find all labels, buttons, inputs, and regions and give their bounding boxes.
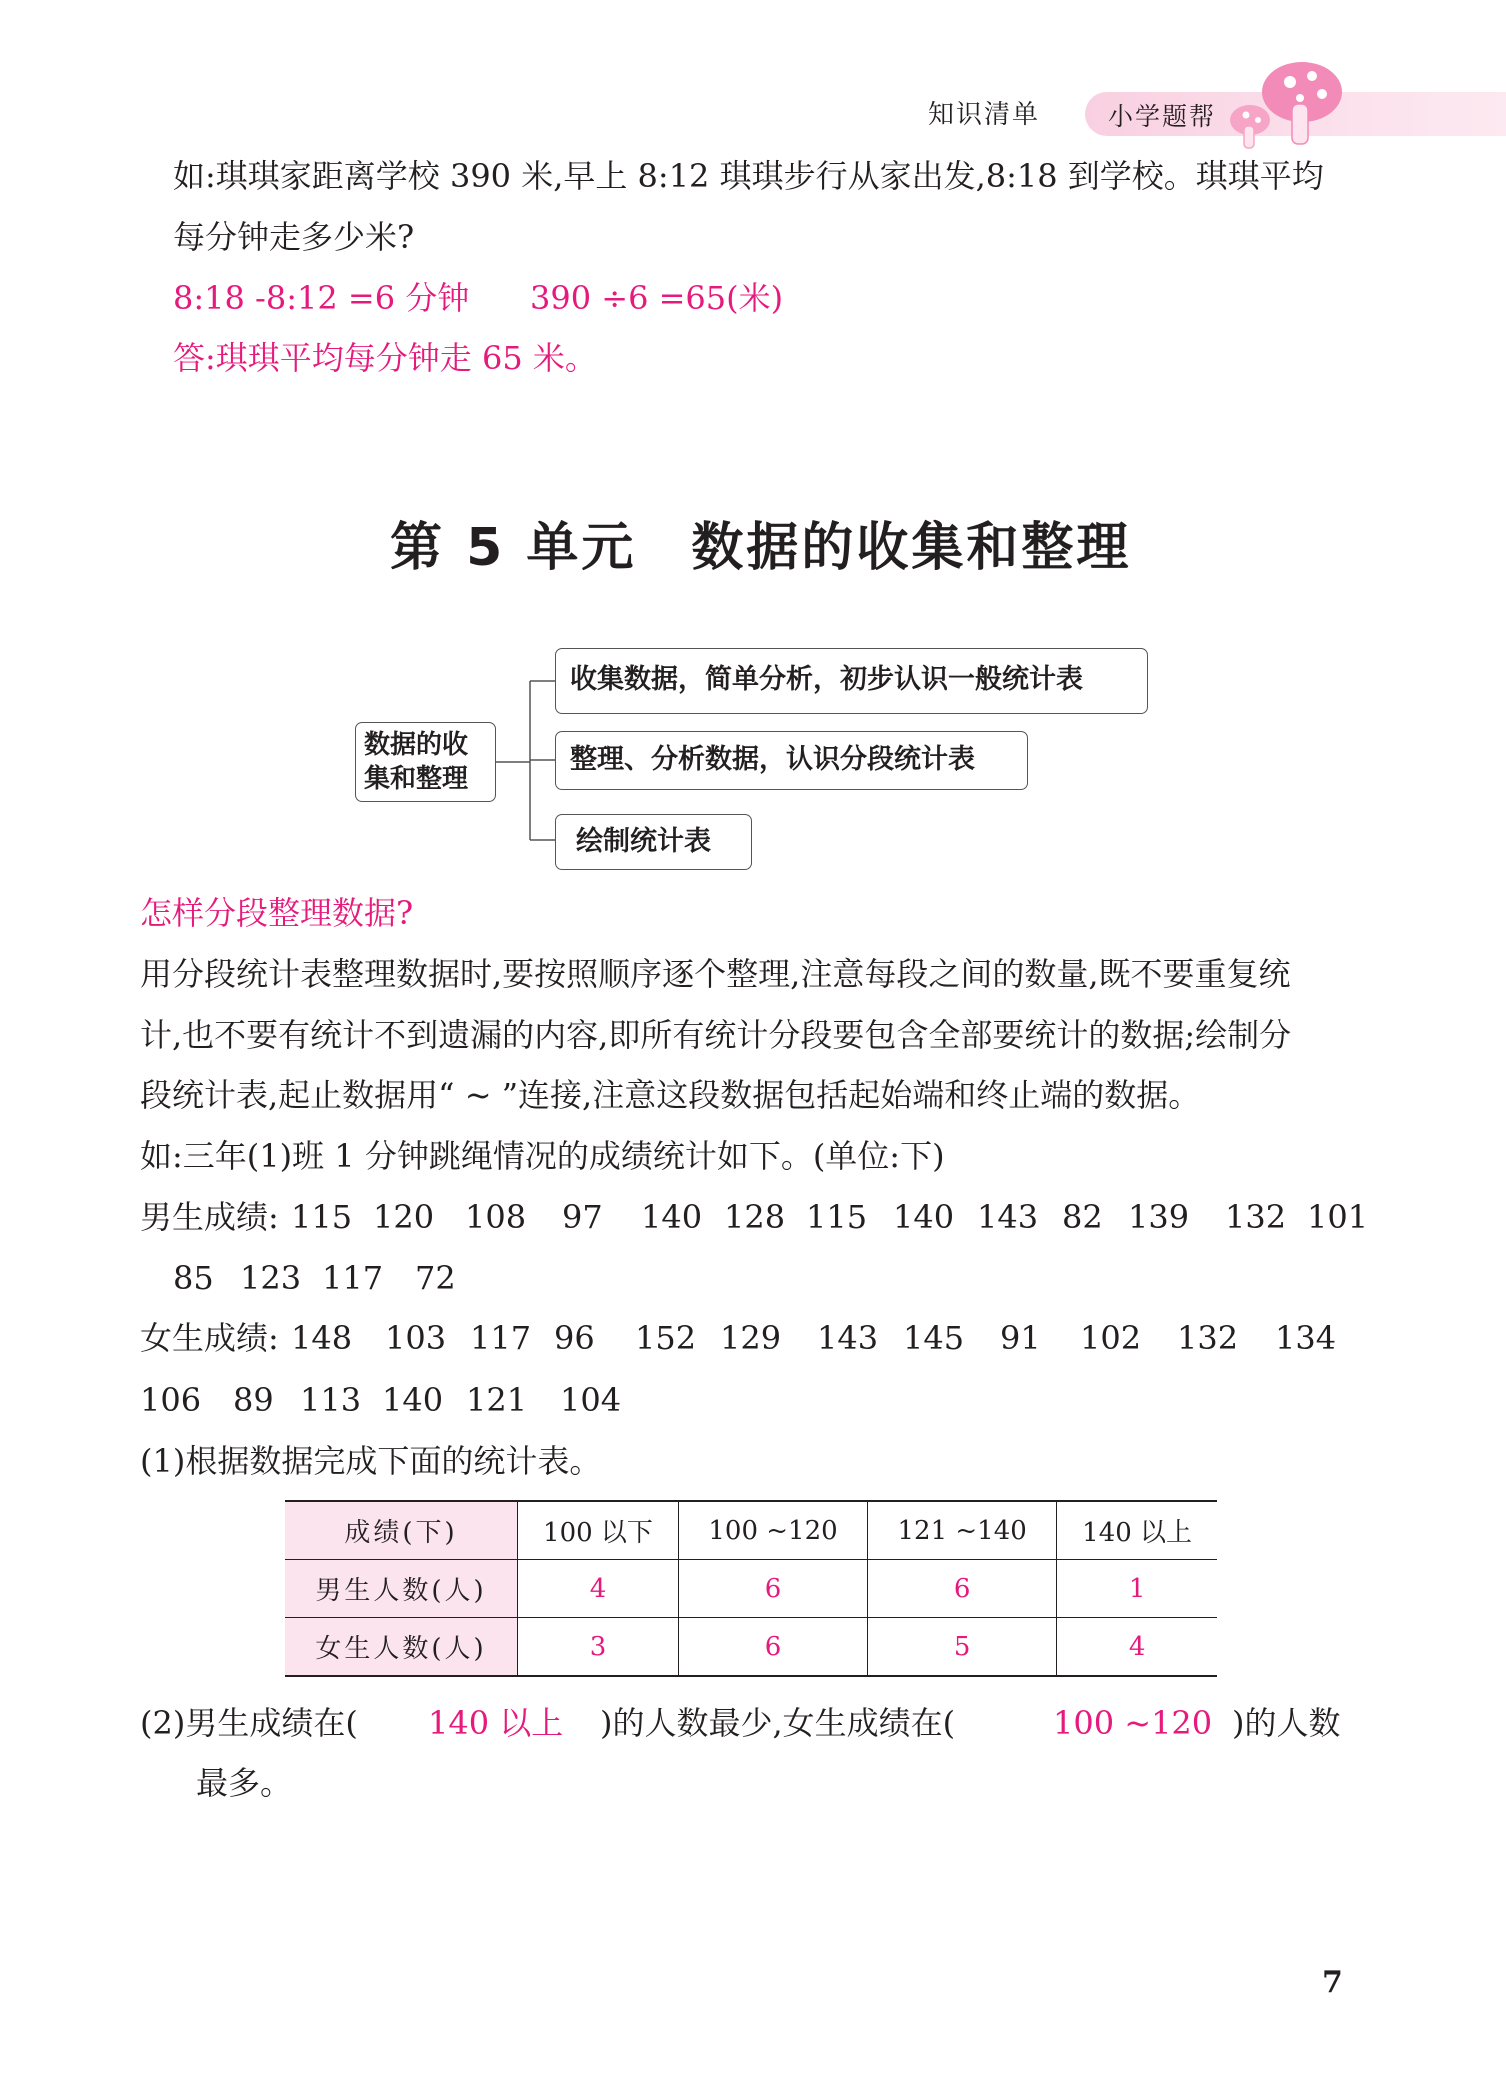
- score-value: 104: [560, 1381, 622, 1419]
- table-header-cell: 140 以上: [1057, 1501, 1217, 1560]
- unit-title-suffix: 单元 数据的收集和整理: [526, 518, 1132, 578]
- score-value: 101: [1307, 1198, 1369, 1236]
- score-value: 117: [322, 1259, 384, 1297]
- score-value: 103: [385, 1319, 447, 1357]
- mindmap-branch-1: 收集数据，简单分析，初步认识一般统计表: [555, 648, 1148, 714]
- score-value: 96: [554, 1319, 595, 1357]
- example1-question-line2: 每分钟走多少米?: [173, 218, 415, 256]
- score-value: 148: [291, 1319, 353, 1357]
- table-header-row: [285, 1501, 1217, 1560]
- stats-table: [285, 1500, 1217, 1677]
- example1-calc2: 390 ÷6 =65(米): [530, 279, 784, 317]
- example1-answer: 答:琪琪平均每分钟走 65 米。: [173, 339, 597, 377]
- unit-title-prefix: 第: [390, 518, 446, 578]
- table-row-girls: [285, 1618, 1217, 1677]
- example1-calc1: 8:18 -8:12 =6 分钟: [173, 279, 470, 317]
- score-value: 85: [173, 1259, 214, 1297]
- score-value: 129: [720, 1319, 782, 1357]
- score-value: 91: [1000, 1319, 1041, 1357]
- task2-answer2: 100 ~120: [1053, 1704, 1213, 1742]
- table-row-label: 女生人数(人): [285, 1618, 518, 1677]
- table-cell: 3: [518, 1618, 679, 1677]
- header-section-label: 知识清单: [928, 100, 1041, 130]
- score-value: 89: [233, 1381, 274, 1419]
- task2-part3: )的人数: [1232, 1704, 1341, 1742]
- score-value: 139: [1128, 1198, 1190, 1236]
- score-value: 140: [641, 1198, 703, 1236]
- score-value: 132: [1225, 1198, 1287, 1236]
- table-cell: 6: [678, 1560, 867, 1618]
- task2-line2: 最多。: [196, 1764, 293, 1802]
- task2-answer1: 140 以上: [428, 1704, 564, 1742]
- score-value: 97: [562, 1198, 603, 1236]
- page-number: 7: [1322, 1965, 1343, 2000]
- mindmap-branch-2: 整理、分析数据，认识分段统计表: [555, 731, 1028, 790]
- table-row-label: 男生人数(人): [285, 1560, 518, 1618]
- table-header-cell: 100 以下: [518, 1501, 679, 1560]
- example1-question-line1: 如:琪琪家距离学校 390 米,早上 8:12 琪琪步行从家出发,8:18 到学校。琪琪平均: [173, 157, 1324, 195]
- girls-label: 女生成绩:: [140, 1319, 279, 1357]
- score-value: 72: [415, 1259, 456, 1297]
- boys-label: 男生成绩:: [140, 1198, 279, 1236]
- score-value: 134: [1275, 1319, 1337, 1357]
- task2-part1: (2)男生成绩在(: [140, 1704, 358, 1742]
- score-value: 121: [466, 1381, 528, 1419]
- table-cell: 6: [678, 1618, 867, 1677]
- score-value: 128: [724, 1198, 786, 1236]
- score-value: 117: [470, 1319, 532, 1357]
- score-value: 140: [893, 1198, 955, 1236]
- score-value: 152: [635, 1319, 697, 1357]
- table-row-boys: [285, 1560, 1217, 1618]
- score-value: 140: [382, 1381, 444, 1419]
- score-value: 82: [1062, 1198, 1103, 1236]
- score-value: 143: [977, 1198, 1039, 1236]
- score-value: 123: [240, 1259, 302, 1297]
- unit-title: [390, 505, 1131, 580]
- table-header-cell: 100 ~120: [678, 1501, 867, 1560]
- mindmap-branch-3: 绘制统计表: [555, 814, 752, 870]
- section2-body-line3: 段统计表,起止数据用“ ~ ”连接,注意这段数据包括起始端和终止端的数据。: [140, 1076, 1201, 1114]
- score-value: 115: [291, 1198, 353, 1236]
- score-value: 115: [806, 1198, 868, 1236]
- table-cell: 4: [1057, 1618, 1217, 1677]
- score-value: 120: [373, 1198, 435, 1236]
- mindmap-root: [355, 722, 496, 802]
- table-header-cell: 121 ~140: [868, 1501, 1057, 1560]
- header-brand: 小学题帮: [1108, 102, 1217, 131]
- section2-body-line2: 计,也不要有统计不到遗漏的内容,即所有统计分段要包含全部要统计的数据;绘制分: [140, 1016, 1292, 1054]
- score-value: 132: [1177, 1319, 1239, 1357]
- table-cell: 6: [868, 1560, 1057, 1618]
- task1: (1)根据数据完成下面的统计表。: [140, 1442, 602, 1480]
- table-header-cell: 成绩(下): [285, 1501, 518, 1560]
- unit-number: 5: [466, 518, 506, 578]
- score-value: 102: [1080, 1319, 1142, 1357]
- score-value: 106: [140, 1381, 202, 1419]
- section2-body-line1: 用分段统计表整理数据时,要按照顺序逐个整理,注意每段之间的数量,既不要重复统: [140, 955, 1291, 993]
- section2-question: 怎样分段整理数据?: [140, 894, 414, 932]
- example2-intro: 如:三年(1)班 1 分钟跳绳情况的成绩统计如下。(单位:下): [140, 1137, 945, 1175]
- task2-part2: )的人数最少,女生成绩在(: [600, 1704, 956, 1742]
- score-value: 113: [300, 1381, 362, 1419]
- score-value: 145: [903, 1319, 965, 1357]
- mindmap-root-line1: 数据的收: [364, 730, 469, 760]
- table-cell: 1: [1057, 1560, 1217, 1618]
- score-value: 143: [817, 1319, 879, 1357]
- mindmap-root-line2: 集和整理: [364, 764, 469, 794]
- table-cell: 4: [518, 1560, 679, 1618]
- table-cell: 5: [868, 1618, 1057, 1677]
- mindmap-connectors: [490, 670, 560, 860]
- mushroom-icon: [1222, 52, 1352, 152]
- score-value: 108: [465, 1198, 527, 1236]
